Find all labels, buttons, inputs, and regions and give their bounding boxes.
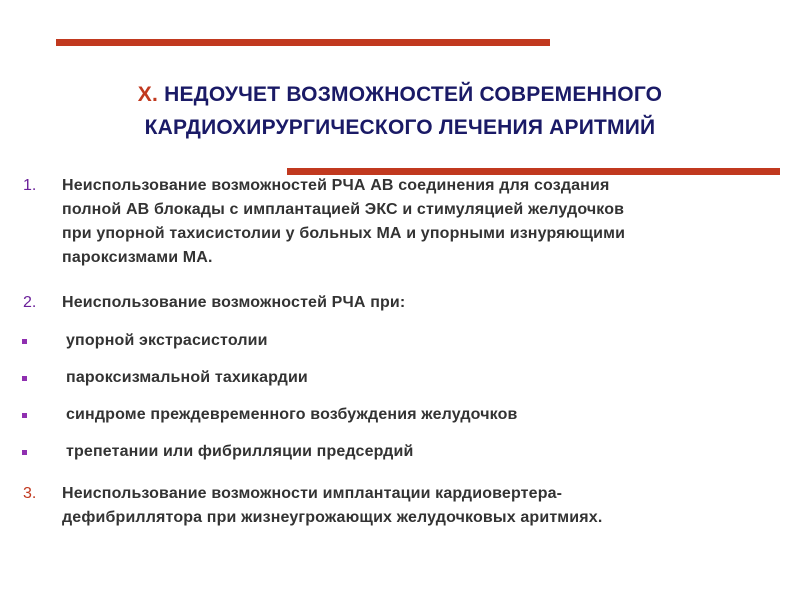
list-item-text — [62, 174, 782, 270]
text-line: Неиспользование возможностей РЧА АВ соединения для создания — [62, 177, 610, 194]
list-item-text — [62, 291, 782, 315]
list-number: 3. — [23, 485, 37, 502]
text-line: Неиспользование возможностей РЧА при: — [62, 294, 406, 311]
title-number: X. — [137, 83, 159, 106]
text-line: дефибриллятора при жизнеугрожающих желудочковых аритмиях. — [62, 509, 603, 526]
text-line: полной АВ блокады с имплантацией ЭКС и стимуляцией желудочков — [62, 201, 625, 218]
bullet-icon — [22, 376, 27, 381]
text-line: пароксизмами МА. — [62, 249, 213, 266]
list-number: 2. — [23, 294, 37, 311]
bullet-text: упорной экстрасистолии — [66, 332, 268, 349]
title-line-2: КАРДИОХИРУРГИЧЕСКОГО ЛЕЧЕНИЯ АРИТМИЙ — [144, 116, 656, 139]
bullet-icon — [22, 413, 27, 418]
title-text-1: НЕДОУЧЕТ ВОЗМОЖНОСТЕЙ СОВРЕМЕННОГО — [164, 83, 663, 106]
bullet-text: пароксизмальной тахикардии — [66, 369, 308, 386]
text-line: Неиспользование возможности имплантации кардиовертера- — [62, 485, 563, 502]
bullet-icon — [22, 339, 27, 344]
bullet-text: трепетании или фибрилляции предсердий — [66, 443, 414, 460]
bullet-text: синдроме преждевременного возбуждения желудочков — [66, 406, 518, 423]
list-number: 1. — [23, 177, 37, 194]
bullet-icon — [22, 450, 27, 455]
list-item-text — [62, 482, 782, 530]
text-line: при упорной тахисистолии у больных МА и упорными изнуряющими — [62, 225, 626, 242]
